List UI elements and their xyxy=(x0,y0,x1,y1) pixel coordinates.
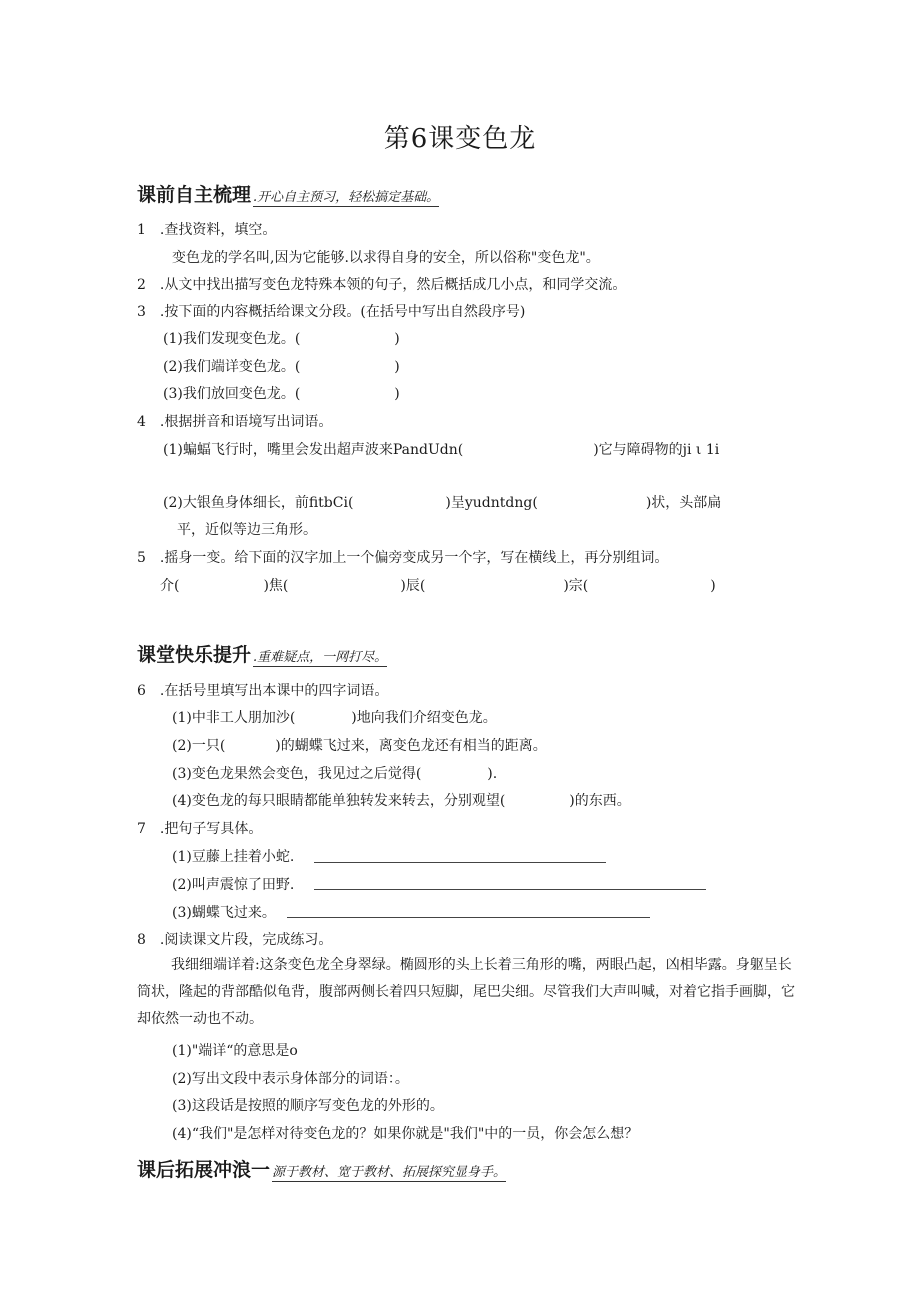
question-3-item xyxy=(163,328,400,348)
question-6-item xyxy=(172,763,497,783)
reading-passage: 我细细端详着:这条变色龙全身翠绿。椭圆形的头上长着三角形的嘴，两眼凸起，凶相毕露。身躯呈长筒状，隆起的背部酷似龟背，腹部两侧长着四只短脚，尾巴尖细。尽管我们大声叫喊，对着它指手画脚，它却依然一动也不动。 xyxy=(137,957,795,1027)
question-3-item xyxy=(163,383,400,403)
question-8-item: (4)“我们"是怎样对待变色龙的？如果你就是"我们"中的一员，你会怎么想？ xyxy=(172,1126,639,1142)
question-4-item-1 xyxy=(163,439,719,459)
question-8: 8 .阅读课文片段，完成练习。 xyxy=(137,932,333,948)
item-text: )的东西。 xyxy=(569,793,631,809)
question-7: 7 .把句子写具体。 xyxy=(137,821,263,837)
page-title: 第6课变色龙 xyxy=(383,124,537,154)
item-text: )呈yudntdng( xyxy=(445,495,538,511)
question-7-item: (2)叫声震惊了田野. xyxy=(172,877,295,893)
section-title: 课堂快乐提升 xyxy=(137,644,252,666)
answer-line[interactable] xyxy=(287,917,650,918)
section-subtitle: .重难疑点，一网打尽。 xyxy=(253,650,388,665)
item-text: (1)蝙蝠飞行时，嘴里会发出超声波来PandUdn( xyxy=(163,442,464,458)
section-heading-extension xyxy=(137,1155,506,1182)
section-subtitle: 源于教材、宽于教材、拓展探究显身手。 xyxy=(272,1165,507,1180)
answer-line[interactable] xyxy=(314,889,706,890)
item-text: (1)中非工人朋加沙( xyxy=(172,710,296,726)
question-3-item xyxy=(163,356,400,376)
item-close: ) xyxy=(394,386,400,402)
question-5: 5 .摇身一变。给下面的汉字加上一个偏旁变成另一个字，写在横线上，再分别组词。 xyxy=(137,550,669,566)
question-6-item xyxy=(172,790,631,810)
char-item: )宗( xyxy=(563,578,589,594)
section-heading-classroom xyxy=(137,640,387,667)
char-item: 介( xyxy=(160,578,180,594)
char-item: )辰( xyxy=(400,578,426,594)
question-1-body: 变色龙的学名叫,因为它能够.以求得自身的安全，所以俗称"变色龙"。 xyxy=(172,250,600,266)
question-6-item xyxy=(172,735,547,755)
question-6: 6 .在括号里填写出本课中的四字词语。 xyxy=(137,683,389,699)
question-5-chars xyxy=(160,575,716,595)
question-2: 2 .从文中找出描写变色龙特殊本领的句子，然后概括成几小点，和同学交流。 xyxy=(137,277,627,293)
question-6-item xyxy=(172,707,497,727)
item-close: ) xyxy=(394,359,400,375)
question-4: 4 .根据拼音和语境写出词语。 xyxy=(137,414,333,430)
section-heading-preview xyxy=(137,180,439,207)
question-8-item: (1)"端详“的意思是o xyxy=(172,1043,298,1059)
item-text: (1)我们发现变色龙。( xyxy=(163,331,301,347)
item-close: ) xyxy=(394,331,400,347)
section-title: 课前自主梳理 xyxy=(137,184,252,206)
item-text: (3)我们放回变色龙。( xyxy=(163,386,301,402)
section-subtitle: .开心自主预习，轻松搞定基础。 xyxy=(253,190,440,205)
char-item: ) xyxy=(710,578,716,594)
item-text: ). xyxy=(487,766,498,782)
question-4-item-2-cont: 平，近似等边三角形。 xyxy=(177,522,317,538)
item-text: (4)变色龙的每只眼睛都能单独转发来转去，分别观望( xyxy=(172,793,506,809)
item-text: )地向我们介绍变色龙。 xyxy=(351,710,497,726)
answer-line[interactable] xyxy=(314,862,606,863)
item-text: )状，头部扁 xyxy=(645,495,722,511)
question-3: 3 .按下面的内容概括给课文分段。(在括号中写出自然段序号) xyxy=(137,304,526,320)
char-item: )焦( xyxy=(263,578,289,594)
item-text: (2)大银鱼身体细长，前fitbCi( xyxy=(163,495,354,511)
question-7-item: (1)豆藤上挂着小蛇. xyxy=(172,849,295,865)
item-text: )它与障碍物的ji ι 1i xyxy=(593,442,720,458)
question-8-item: (2)写出文段中表示身体部分的词语：。 xyxy=(172,1071,409,1087)
item-text: (2)一只( xyxy=(172,738,226,754)
question-4-item-2 xyxy=(163,492,721,512)
item-text: )的蝴蝶飞过来，离变色龙还有相当的距离。 xyxy=(275,738,547,754)
item-text: (2)我们端详变色龙。( xyxy=(163,359,301,375)
question-1: 1 .查找资料，填空。 xyxy=(137,222,277,238)
item-text: (3)变色龙果然会变色，我见过之后觉得( xyxy=(172,766,422,782)
section-title: 课后拓展冲浪一 xyxy=(137,1159,271,1181)
question-8-item: (3)这段话是按照的顺序写变色龙的外形的。 xyxy=(172,1098,444,1114)
question-7-item: (3)蝴蝶飞过来。 xyxy=(172,905,276,921)
